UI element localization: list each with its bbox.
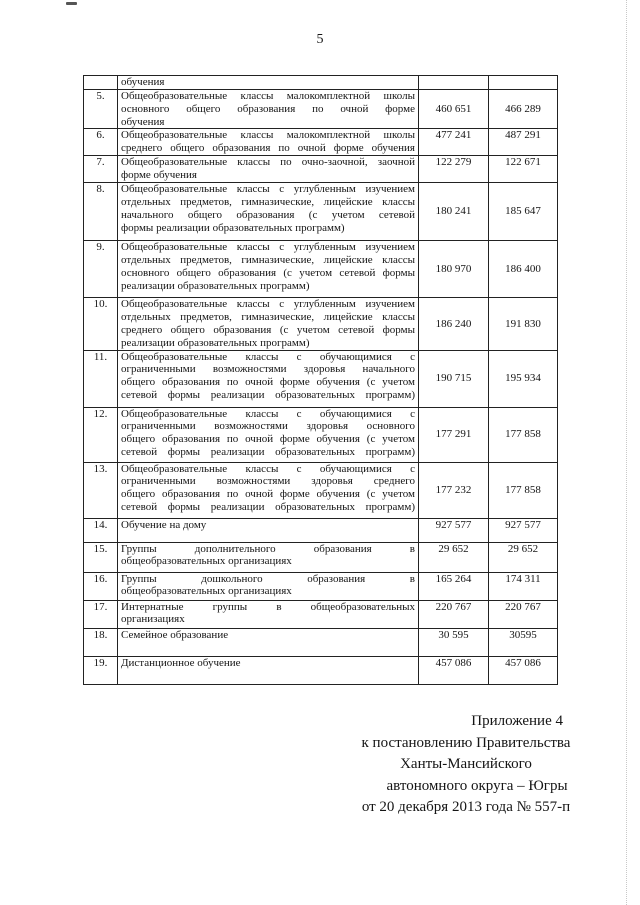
row-description [118,183,419,241]
amount-cell-2: 195 934 [489,350,558,407]
description-line: реализации образовательных программ) [121,279,310,292]
appendix-line: Ханты-Мансийского [400,756,532,772]
amount-cell-1: 177 232 [419,462,489,518]
description-line: Общеобразовательные классы с обучающимися с [121,407,415,420]
amount-cell-1: 180 970 [419,241,489,298]
scan-mark [66,2,77,5]
cost-table [83,75,558,685]
row-description [118,350,419,407]
description-line: Общеобразовательные классы с обучающимися с [121,350,415,363]
description-line: общеобразовательных организациях [121,585,292,598]
description-line: основного общего образования (с учетом сетевой формы [121,266,415,279]
description-line: отдельных предметов, гимназические, лицейские классы [121,254,415,267]
amount-cell-1 [419,76,489,90]
description-line: отдельных предметов, гимназические, лицейские классы [121,311,415,324]
appendix-date-line: от 20 декабря 2013 года № 557-п [361,799,571,815]
table-row [84,241,558,298]
row-number [84,76,118,90]
description-line: Общеобразовательные классы малокомплектной школы [121,129,415,142]
amount-cell-1: 457 086 [419,656,489,684]
description-line: формы реализации образовательных программ) [121,221,345,234]
description-line: начального общего образования (с учетом сетевой [121,208,415,221]
description-line: Семейное образование [121,628,229,641]
row-number: 10. [84,298,118,350]
row-description [118,656,419,684]
row-number: 18. [84,628,118,656]
description-line: среднего общего образования (с учетом сетевой формы [121,323,415,336]
description-line: Интернатные группы в общеобразовательных [121,600,415,613]
row-description [118,542,419,572]
table-row [84,156,558,183]
description-line: форме обучения [121,169,197,182]
description-line: Дистанционное обучение [121,656,241,669]
scan-edge-line [626,0,627,905]
amount-cell-2: 29 652 [489,542,558,572]
row-description [118,241,419,298]
row-number: 12. [84,407,118,462]
page-number: 5 [316,32,324,47]
amount-cell-2 [489,76,558,90]
table-row [84,183,558,241]
table-row [84,600,558,628]
description-line: Обучение на дому [121,518,207,531]
table-row [84,462,558,518]
row-number: 19. [84,656,118,684]
description-line: Общеобразовательные классы с обучающимися с [121,462,415,475]
amount-cell-2: 191 830 [489,298,558,350]
amount-cell-2: 174 311 [489,572,558,600]
description-line: Общеобразовательные классы с углубленным изучением [121,241,415,254]
description-line: Общеобразовательные классы по очно-заочной, заочной [121,156,415,169]
description-line: обучения [121,76,165,88]
amount-cell-2: 186 400 [489,241,558,298]
amount-cell-1: 122 279 [419,156,489,183]
amount-cell-2: 487 291 [489,129,558,156]
row-number: 8. [84,183,118,241]
amount-cell-1: 30 595 [419,628,489,656]
row-number: 7. [84,156,118,183]
table-row [84,542,558,572]
description-line: Общеобразовательные классы малокомплектной школы [121,90,415,102]
table-row [84,407,558,462]
amount-cell-1: 177 291 [419,407,489,462]
amount-cell-1: 165 264 [419,572,489,600]
description-line: основного общего образования по очной форме [121,102,415,115]
description-line: Группы дошкольного образования в [121,572,415,585]
amount-cell-1: 220 767 [419,600,489,628]
row-description [118,462,419,518]
description-line: общего образования по очной форме обучения (с учетом [121,376,415,389]
amount-cell-2: 220 767 [489,600,558,628]
description-line: среднего общего образования по очной форме обучения [121,142,415,155]
table-row [84,628,558,656]
appendix-title: Приложение 4 [471,713,563,729]
amount-cell-2: 177 858 [489,407,558,462]
table-row [84,572,558,600]
amount-cell-2: 122 671 [489,156,558,183]
table-row [84,76,558,90]
row-number: 5. [84,90,118,129]
description-line: ограниченными возможностями здоровья начального [121,363,415,376]
appendix-line: к постановлению Правительства [361,734,571,751]
row-description [118,407,419,462]
amount-cell-2: 185 647 [489,183,558,241]
description-line: сетевой формы реализации образовательных программ) [121,388,415,401]
row-description [118,600,419,628]
appendix-heading [350,711,582,819]
description-line: обучения [121,115,165,128]
amount-cell-2: 30595 [489,628,558,656]
table-row [84,90,558,129]
row-number: 17. [84,600,118,628]
description-line: Общеобразовательные классы с углубленным изучением [121,183,415,196]
row-description [118,298,419,350]
row-number: 14. [84,518,118,542]
description-line: Общеобразовательные классы с углубленным изучением [121,298,415,311]
row-number: 11. [84,350,118,407]
row-number: 6. [84,129,118,156]
row-description [118,76,419,90]
amount-cell-2: 927 577 [489,518,558,542]
row-description [118,156,419,183]
amount-cell-2: 457 086 [489,656,558,684]
amount-cell-1: 29 652 [419,542,489,572]
row-description [118,628,419,656]
amount-cell-1: 186 240 [419,298,489,350]
table-row [84,298,558,350]
row-number: 15. [84,542,118,572]
amount-cell-1: 180 241 [419,183,489,241]
description-line: реализации образовательных программ) [121,336,310,349]
description-line: Группы дополнительного образования в [121,542,415,555]
description-line: отдельных предметов, гимназические, лицейские классы [121,196,415,209]
table-row [84,350,558,407]
description-line: сетевой формы реализации образовательных программ) [121,445,415,458]
amount-cell-1: 477 241 [419,129,489,156]
row-description [118,518,419,542]
description-line: ограниченными возможностями здоровья среднего [121,475,415,488]
description-line: ограниченными возможностями здоровья основного [121,420,415,433]
row-number: 9. [84,241,118,298]
amount-cell-2: 177 858 [489,462,558,518]
amount-cell-1: 190 715 [419,350,489,407]
description-line: организациях [121,613,185,626]
row-number: 13. [84,462,118,518]
table-row [84,518,558,542]
description-line: общего образования по очной форме обучения (с учетом [121,433,415,446]
description-line: общеобразовательных организациях [121,555,292,568]
appendix-line: автономного округа – Югры [386,777,568,794]
amount-cell-1: 460 651 [419,90,489,129]
row-description [118,572,419,600]
amount-cell-2: 466 289 [489,90,558,129]
row-description [118,90,419,129]
row-description [118,129,419,156]
description-line: сетевой формы реализации образовательных программ) [121,500,415,513]
amount-cell-1: 927 577 [419,518,489,542]
row-number: 16. [84,572,118,600]
description-line: общего образования по очной форме обучения (с учетом [121,488,415,501]
table-row [84,129,558,156]
table-row [84,656,558,684]
